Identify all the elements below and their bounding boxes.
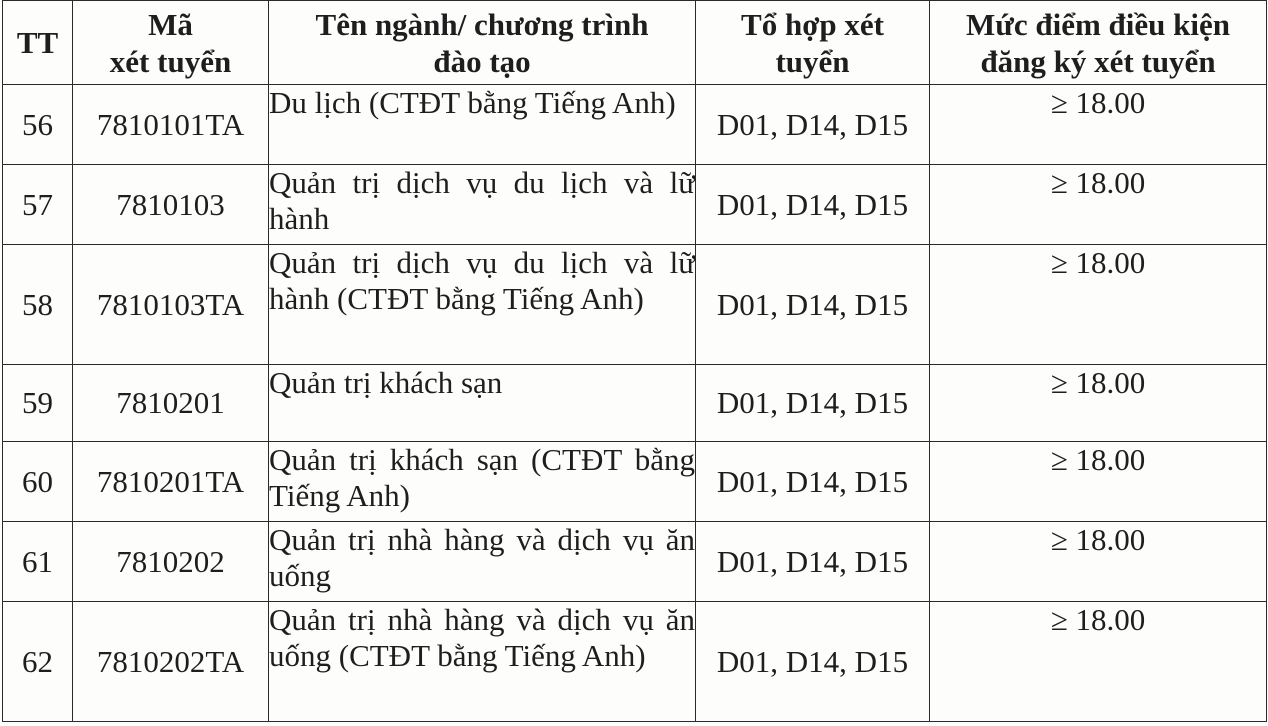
header-tt: TT <box>3 1 73 85</box>
subject-combination: D01, D14, D15 <box>696 165 930 245</box>
header-score-threshold: Mức điểm điều kiện đăng ký xét tuyển <box>930 1 1267 85</box>
header-row <box>3 1 1267 85</box>
row-number: 59 <box>3 365 73 442</box>
table-row <box>3 365 1267 442</box>
admission-code: 7810201TA <box>73 442 269 522</box>
row-number: 62 <box>3 602 73 722</box>
admission-code: 7810103TA <box>73 245 269 365</box>
header-code: Mã xét tuyển <box>73 1 269 85</box>
program-name: Du lịch (CTĐT bằng Tiếng Anh) <box>269 85 696 165</box>
score-threshold: ≥ 18.00 <box>930 442 1267 522</box>
score-threshold: ≥ 18.00 <box>930 165 1267 245</box>
program-name: Quản trị dịch vụ du lịch và lữ hành (CTĐT bằng Tiếng Anh) <box>269 245 696 365</box>
subject-combination: D01, D14, D15 <box>696 602 930 722</box>
table-row <box>3 85 1267 165</box>
subject-combination: D01, D14, D15 <box>696 365 930 442</box>
admission-code: 7810103 <box>73 165 269 245</box>
score-threshold: ≥ 18.00 <box>930 602 1267 722</box>
header-subject-combination: Tổ hợp xét tuyển <box>696 1 930 85</box>
table-row <box>3 442 1267 522</box>
program-name: Quản trị nhà hàng và dịch vụ ăn uống <box>269 522 696 602</box>
row-number: 56 <box>3 85 73 165</box>
admission-code: 7810202TA <box>73 602 269 722</box>
table-row <box>3 165 1267 245</box>
row-number: 58 <box>3 245 73 365</box>
admission-code: 7810202 <box>73 522 269 602</box>
row-number: 61 <box>3 522 73 602</box>
admission-code: 7810101TA <box>73 85 269 165</box>
admission-code: 7810201 <box>73 365 269 442</box>
table-row <box>3 522 1267 602</box>
score-threshold: ≥ 18.00 <box>930 365 1267 442</box>
subject-combination: D01, D14, D15 <box>696 85 930 165</box>
program-name: Quản trị dịch vụ du lịch và lữ hành <box>269 165 696 245</box>
row-number: 57 <box>3 165 73 245</box>
program-name: Quản trị nhà hàng và dịch vụ ăn uống (CTĐT bằng Tiếng Anh) <box>269 602 696 722</box>
score-threshold: ≥ 18.00 <box>930 245 1267 365</box>
program-name: Quản trị khách sạn (CTĐT bằng Tiếng Anh) <box>269 442 696 522</box>
score-threshold: ≥ 18.00 <box>930 522 1267 602</box>
admissions-table <box>2 0 1267 722</box>
header-program-name: Tên ngành/ chương trình đào tạo <box>269 1 696 85</box>
table-row <box>3 602 1267 722</box>
table-row <box>3 245 1267 365</box>
program-name: Quản trị khách sạn <box>269 365 696 442</box>
subject-combination: D01, D14, D15 <box>696 245 930 365</box>
subject-combination: D01, D14, D15 <box>696 522 930 602</box>
score-threshold: ≥ 18.00 <box>930 85 1267 165</box>
subject-combination: D01, D14, D15 <box>696 442 930 522</box>
row-number: 60 <box>3 442 73 522</box>
